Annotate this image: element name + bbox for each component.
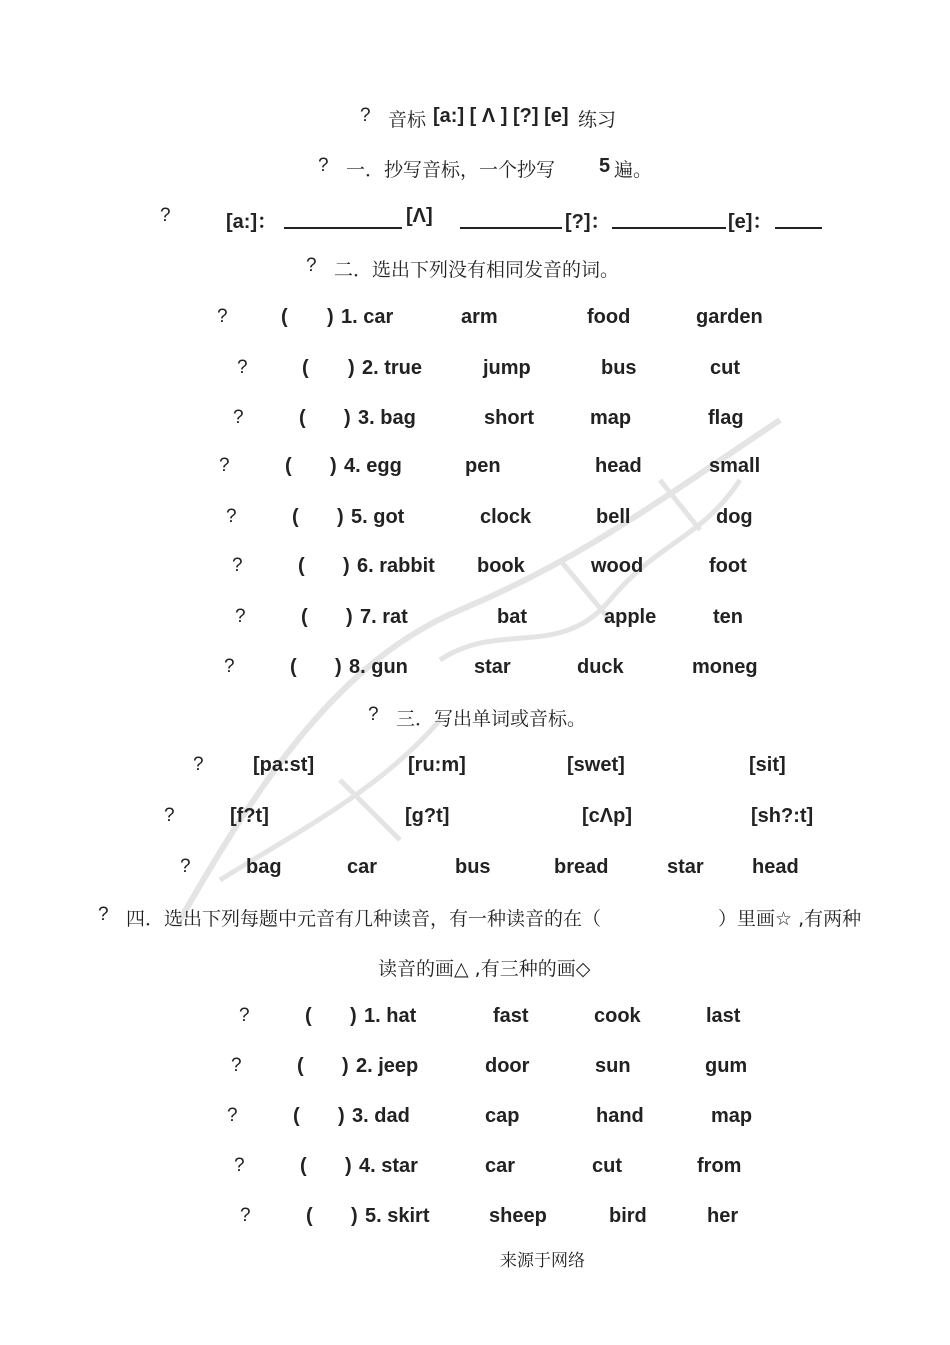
option-word: bird <box>609 1205 647 1227</box>
section4-heading-a: 四．选出下列每题中元音有几种读音，有一种读音的在（ <box>126 908 602 930</box>
row-marker: ? <box>240 1205 251 1226</box>
copy-row <box>160 205 840 235</box>
word-item: bread <box>554 856 609 878</box>
option-word: foot <box>709 555 747 577</box>
section1-marker: ? <box>318 155 329 176</box>
answer-paren-open[interactable]: ( <box>299 407 306 429</box>
row-marker: ? <box>235 606 246 627</box>
answer-paren-close: ) <box>338 1105 345 1127</box>
option-word: star <box>474 656 511 678</box>
row-marker: ? <box>224 656 235 677</box>
answer-paren-close: ) <box>350 1005 357 1027</box>
phonetic-item: [pa:st] <box>253 754 315 776</box>
word-item: bag <box>246 856 282 878</box>
option-word: wood <box>591 555 644 577</box>
answer-paren-close: ) <box>327 306 334 328</box>
answer-paren-close: ) <box>330 455 337 477</box>
question-number: 6. rabbit <box>357 555 435 577</box>
question-number: 7. rat <box>360 606 408 628</box>
row-marker: ? <box>217 306 228 327</box>
option-word: map <box>590 407 632 429</box>
question-number: 2. jeep <box>356 1055 419 1077</box>
question-number: 1. hat <box>364 1005 417 1027</box>
phonetic-item: [cΛp] <box>582 805 632 827</box>
answer-paren-open[interactable]: ( <box>298 555 305 577</box>
option-word: moneg <box>692 656 758 678</box>
word-item: star <box>667 856 704 878</box>
option-word: from <box>697 1155 742 1177</box>
page-footer: 来源于网络 <box>500 1251 585 1271</box>
copy-label-schwa: [?]： <box>565 211 611 233</box>
option-word: book <box>477 555 525 577</box>
answer-paren-close: ) <box>348 357 355 379</box>
question-number: 4. egg <box>344 455 402 477</box>
option-word: bat <box>497 606 527 628</box>
option-word: car <box>485 1155 516 1177</box>
copy-label-v: [Λ] <box>406 205 433 227</box>
option-word: map <box>711 1105 753 1127</box>
row-marker: ? <box>164 805 175 826</box>
option-word: cap <box>485 1105 520 1127</box>
copy-blank-e[interactable] <box>775 227 822 229</box>
answer-paren-open[interactable]: ( <box>305 1005 312 1027</box>
section4-heading-b: ）里画☆ ,有两种 <box>718 908 862 930</box>
option-word: ten <box>713 606 743 628</box>
answer-paren-open[interactable]: ( <box>285 455 292 477</box>
copy-row-marker: ? <box>160 205 171 226</box>
option-word: garden <box>696 306 763 328</box>
question-number: 4. star <box>359 1155 418 1177</box>
answer-paren-close: ) <box>335 656 342 678</box>
section2-marker: ? <box>306 255 317 276</box>
copy-blank-schwa[interactable] <box>612 227 726 229</box>
option-word: head <box>595 455 642 477</box>
title-phonetics: [a:] [ Λ ] [?] [e] <box>433 105 569 127</box>
section4-heading-line-1 <box>98 904 898 934</box>
option-word: fast <box>493 1005 529 1027</box>
phonetic-item: [sh?:t] <box>751 805 814 827</box>
question-number: 5. got <box>351 506 405 528</box>
answer-paren-open[interactable]: ( <box>306 1205 313 1227</box>
title-prefix: 音标 <box>388 109 427 131</box>
option-word: short <box>484 407 534 429</box>
question-number: 3. dad <box>352 1105 410 1127</box>
row-marker: ? <box>219 455 230 476</box>
answer-paren-close: ) <box>342 1055 349 1077</box>
row-marker: ? <box>232 555 243 576</box>
option-word: apple <box>604 606 657 628</box>
option-word: last <box>706 1005 741 1027</box>
phonetic-item: [sit] <box>749 754 786 776</box>
phonetic-item: [swet] <box>567 754 625 776</box>
option-word: cut <box>710 357 740 379</box>
section2-heading: 二．选出下列没有相同发音的词。 <box>334 259 620 281</box>
row-marker: ? <box>227 1105 238 1126</box>
phonetic-item: [ru:m] <box>408 754 466 776</box>
answer-paren-close: ) <box>346 606 353 628</box>
answer-paren-open[interactable]: ( <box>300 1155 307 1177</box>
option-word: sheep <box>489 1205 547 1227</box>
row-marker: ? <box>180 856 191 877</box>
row-marker: ? <box>237 357 248 378</box>
answer-paren-open[interactable]: ( <box>293 1105 300 1127</box>
word-item: car <box>347 856 378 878</box>
row-marker: ? <box>231 1055 242 1076</box>
option-word: door <box>485 1055 530 1077</box>
answer-paren-open[interactable]: ( <box>290 656 297 678</box>
option-word: food <box>587 306 631 328</box>
copy-label-a: [a:]： <box>226 211 278 233</box>
section4-marker: ? <box>98 904 109 925</box>
option-word: bus <box>601 357 637 379</box>
option-word: arm <box>461 306 498 328</box>
option-word: cook <box>594 1005 641 1027</box>
question-number: 2. true <box>362 357 423 379</box>
section1-count: 5 <box>599 155 611 177</box>
question-number: 3. bag <box>358 407 416 429</box>
row-marker: ? <box>193 754 204 775</box>
answer-paren-close: ) <box>337 506 344 528</box>
option-word: jump <box>483 357 531 379</box>
answer-paren-close: ) <box>351 1205 358 1227</box>
option-word: pen <box>465 455 501 477</box>
section1-tail: 遍。 <box>614 159 653 181</box>
row-marker: ? <box>226 506 237 527</box>
question-number: 1. car <box>341 306 394 328</box>
option-word: cut <box>592 1155 622 1177</box>
row-marker: ? <box>234 1155 245 1176</box>
title-suffix: 练习 <box>578 109 617 131</box>
row-marker: ? <box>239 1005 250 1026</box>
section4-heading-c: 读音的画△ ,有三种的画◇ <box>378 958 591 980</box>
section1-heading: 一．抄写音标，一个抄写 <box>346 159 556 181</box>
answer-paren-open[interactable]: ( <box>281 306 288 328</box>
answer-paren-close: ) <box>343 555 350 577</box>
answer-paren-open[interactable]: ( <box>302 357 309 379</box>
phonetic-item: [g?t] <box>405 805 450 827</box>
copy-blank-a[interactable] <box>284 227 402 229</box>
option-word: sun <box>595 1055 631 1077</box>
option-word: small <box>709 455 761 477</box>
answer-paren-close: ) <box>345 1155 352 1177</box>
title-marker: ? <box>360 105 371 126</box>
answer-paren-open[interactable]: ( <box>297 1055 304 1077</box>
option-word: dog <box>716 506 753 528</box>
answer-paren-open[interactable]: ( <box>292 506 299 528</box>
option-word: hand <box>596 1105 644 1127</box>
answer-paren-close: ) <box>344 407 351 429</box>
option-word: her <box>707 1205 739 1227</box>
word-item: head <box>752 856 799 878</box>
option-word: gum <box>705 1055 748 1077</box>
option-word: clock <box>480 506 532 528</box>
row-marker: ? <box>233 407 244 428</box>
question-number: 8. gun <box>349 656 408 678</box>
option-word: flag <box>708 407 744 429</box>
answer-paren-open[interactable]: ( <box>301 606 308 628</box>
copy-blank-v[interactable] <box>460 227 562 229</box>
question-number: 5. skirt <box>365 1205 430 1227</box>
section3-heading: 三．写出单词或音标。 <box>396 708 587 730</box>
section3-marker: ? <box>368 704 379 725</box>
copy-label-e: [e]： <box>728 211 773 233</box>
phonetic-item: [f?t] <box>230 805 269 827</box>
option-word: duck <box>577 656 624 678</box>
option-word: bell <box>596 506 631 528</box>
word-item: bus <box>455 856 491 878</box>
